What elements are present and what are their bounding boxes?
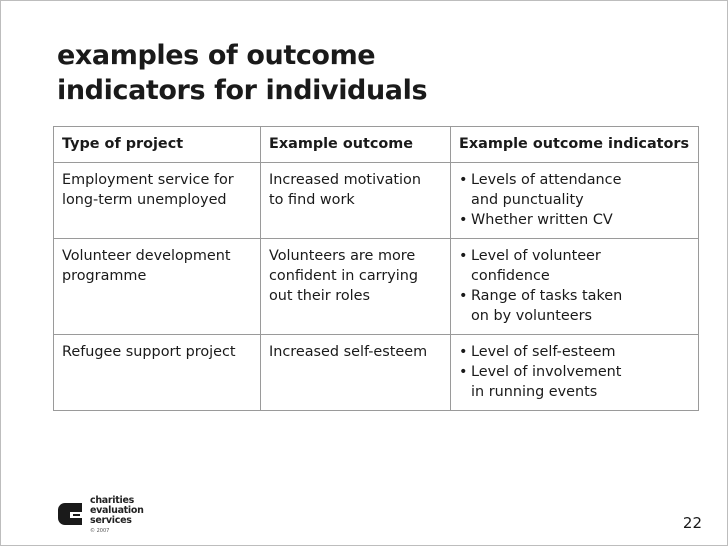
- title-line-1: examples of outcome: [57, 40, 376, 71]
- logo-line: services: [90, 515, 132, 526]
- indicator-list: [459, 246, 690, 326]
- indicator-item: [459, 342, 690, 362]
- logo-line: evaluation: [90, 505, 144, 516]
- outcome-text: confident in carrying: [269, 268, 419, 284]
- indicator-text: • Levels of attendance: [471, 172, 622, 188]
- project-cell: [54, 239, 261, 335]
- outcome-text: Increased motivation: [269, 172, 421, 188]
- title-line-2: indicators for individuals: [57, 75, 428, 106]
- project-cell: [54, 335, 261, 411]
- outcome-text: out their roles: [269, 288, 371, 304]
- outcome-text: Volunteers are more: [269, 248, 416, 264]
- logo-wordmark: [90, 496, 144, 526]
- indicator-text: • Whether written CV: [471, 212, 613, 228]
- outcome-cell: [261, 335, 451, 411]
- indicator-text: • Level of self-esteem: [471, 344, 616, 360]
- outcome-indicators-table: [53, 126, 699, 411]
- indicator-text: in running events: [471, 384, 598, 400]
- project-cell: [54, 163, 261, 239]
- logo-copyright: © 2007: [90, 528, 110, 534]
- table-row: [54, 163, 699, 239]
- project-text: programme: [62, 268, 147, 284]
- indicator-text: • Level of involvement: [471, 364, 622, 380]
- header-type-of-project: Type of project: [54, 127, 261, 163]
- project-text: long-term unemployed: [62, 192, 227, 208]
- table-header-row: [54, 127, 699, 163]
- indicator-text: and punctuality: [471, 192, 584, 208]
- table-row: [54, 335, 699, 411]
- indicator-list: [459, 342, 690, 402]
- project-text: Employment service for: [62, 172, 234, 188]
- indicators-cell: [451, 239, 699, 335]
- logo-line: charities: [90, 495, 134, 506]
- outcome-cell: [261, 163, 451, 239]
- header-example-outcome-indicators: Example outcome indicators: [451, 127, 699, 163]
- slide-title: [57, 38, 697, 108]
- ces-logo: [56, 496, 166, 540]
- outcome-cell: [261, 239, 451, 335]
- indicator-text: • Level of volunteer: [471, 248, 601, 264]
- indicators-cell: [451, 335, 699, 411]
- page-number: 22: [682, 514, 702, 532]
- header-example-outcome: Example outcome: [261, 127, 451, 163]
- ces-logo-icon: [56, 500, 86, 528]
- indicator-list: [459, 170, 690, 230]
- outcome-text: Increased self-esteem: [269, 344, 428, 360]
- indicator-text: confidence: [471, 268, 550, 284]
- table-row: [54, 239, 699, 335]
- indicator-text: • Range of tasks taken: [471, 288, 623, 304]
- project-text: Volunteer development: [62, 248, 231, 264]
- indicator-item: [459, 210, 690, 230]
- indicators-cell: [451, 163, 699, 239]
- indicator-item: [459, 246, 690, 286]
- indicator-item: [459, 286, 690, 326]
- outcome-text: to find work: [269, 192, 355, 208]
- indicator-item: [459, 170, 690, 210]
- indicator-item: [459, 362, 690, 402]
- project-text: Refugee support project: [62, 344, 236, 360]
- indicator-text: on by volunteers: [471, 308, 593, 324]
